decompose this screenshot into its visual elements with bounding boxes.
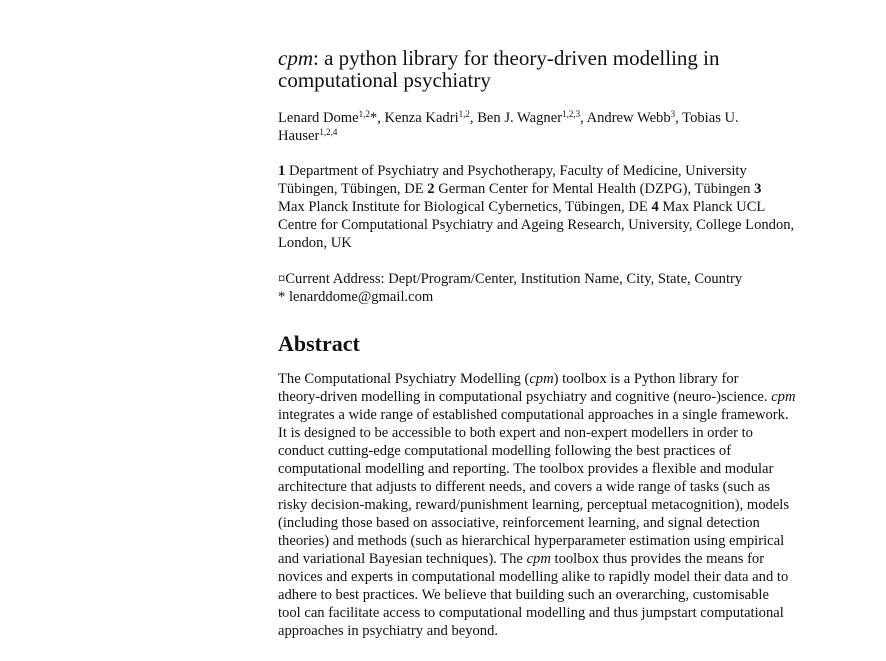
affiliation-line: Centre for Computational Psychiatry and Ageing Research, University, College London, bbox=[278, 217, 795, 233]
title-line-1 bbox=[278, 47, 878, 69]
abstract-text: The Computational Psychiatry Modelling ( bbox=[278, 371, 530, 387]
corresponding-mark: * bbox=[369, 110, 378, 126]
affil-number: 4 bbox=[651, 199, 659, 215]
abstract-text: toolbox thus provides the means for bbox=[550, 551, 765, 567]
affil-number: 2 bbox=[427, 181, 435, 197]
abstract-text: theory-driven modelling in computational psychiatry and cognitive (neuro-)science. bbox=[278, 389, 772, 405]
abstract-line: (including those based on associative, reinforcement learning, and signal detection bbox=[278, 515, 760, 531]
author-affil: 1,2,3 bbox=[562, 109, 581, 119]
abstract-italic: cpm bbox=[771, 389, 796, 405]
affil-text: Max Planck Institute for Biological Cybernetics, Tübingen, DE bbox=[278, 199, 652, 215]
abstract-line: theories) and methods (such as hierarchical hyperparameter estimation using empirical bbox=[278, 533, 785, 549]
affil-number: 1 bbox=[278, 163, 286, 179]
abstract-line bbox=[278, 370, 738, 388]
abstract-text: and variational Bayesian techniques). The bbox=[278, 551, 527, 567]
abstract-line: conduct cutting-edge computational modelling following the best practices of bbox=[278, 443, 732, 459]
abstract-line bbox=[278, 388, 796, 406]
abstract-heading: Abstract bbox=[278, 331, 360, 356]
abstract-line: risky decision-making, reward/punishment learning, perceptual metacognition), models bbox=[278, 497, 790, 513]
author-name: , Tobias U. bbox=[675, 110, 739, 126]
affiliation-line: London, UK bbox=[278, 235, 352, 251]
title-text: : a python library for theory-driven modelling in bbox=[313, 46, 720, 70]
current-address: ¤Current Address: Dept/Program/Center, Institution Name, City, State, Country bbox=[278, 271, 743, 287]
abstract-line: It is designed to be accessible to both expert and non-expert modellers in order to bbox=[278, 425, 753, 441]
abstract-line bbox=[278, 550, 764, 568]
abstract-line: adhere to best practices. We believe that building such an overarching, customisable bbox=[278, 587, 769, 603]
affiliation-line bbox=[278, 162, 747, 180]
abstract-line: architecture that adjusts to different needs, and covers a wide range of tasks (such as bbox=[278, 479, 771, 495]
affil-text: Department of Psychiatry and Psychotherapy, Faculty of Medicine, University bbox=[285, 163, 747, 179]
author-affil: 1,2,4 bbox=[319, 127, 338, 137]
abstract-line: tool can facilitate access to computational modelling and thus jumpstart computational bbox=[278, 605, 784, 621]
title-line-2: computational psychiatry bbox=[278, 68, 491, 92]
abstract-line: computational modelling and reporting. The toolbox provides a flexible and modular bbox=[278, 461, 774, 477]
authors-line-1 bbox=[278, 109, 739, 127]
abstract-italic: cpm bbox=[529, 371, 554, 387]
abstract-line: novices and experts in computational modelling alike to rapidly model their data and to bbox=[278, 569, 789, 585]
affil-text: Max Planck UCL bbox=[658, 199, 766, 215]
author-name: , Ben J. Wagner bbox=[469, 110, 563, 126]
paper-title bbox=[278, 47, 878, 91]
affiliation-line bbox=[278, 180, 761, 198]
abstract-italic: cpm bbox=[526, 551, 551, 567]
affil-number: 3 bbox=[754, 181, 762, 197]
affiliation-line bbox=[278, 198, 765, 216]
author-name: , Andrew Webb bbox=[580, 110, 671, 126]
affil-text: German Center for Mental Health (DZPG), Tübingen bbox=[434, 181, 755, 197]
abstract-text: ) toolbox is a Python library for bbox=[553, 371, 739, 387]
affil-text: Tübingen, Tübingen, DE bbox=[278, 181, 428, 197]
author-affil: 1,2 bbox=[358, 109, 370, 119]
author-name: Lenard Dome bbox=[278, 110, 359, 126]
abstract-line: integrates a wide range of established computational approaches in a single framework. bbox=[278, 407, 789, 423]
title-italic-cpm: cpm bbox=[278, 46, 313, 70]
author-affil: 1,2 bbox=[458, 109, 470, 119]
author-name: Hauser bbox=[278, 128, 320, 144]
authors-line-2 bbox=[278, 127, 337, 145]
author-name: , Kenza Kadri bbox=[377, 110, 459, 126]
correspondence-email: * lenarddome@gmail.com bbox=[278, 289, 434, 305]
author-affil: 3 bbox=[670, 109, 676, 119]
abstract-line: approaches in psychiatry and beyond. bbox=[278, 623, 499, 639]
